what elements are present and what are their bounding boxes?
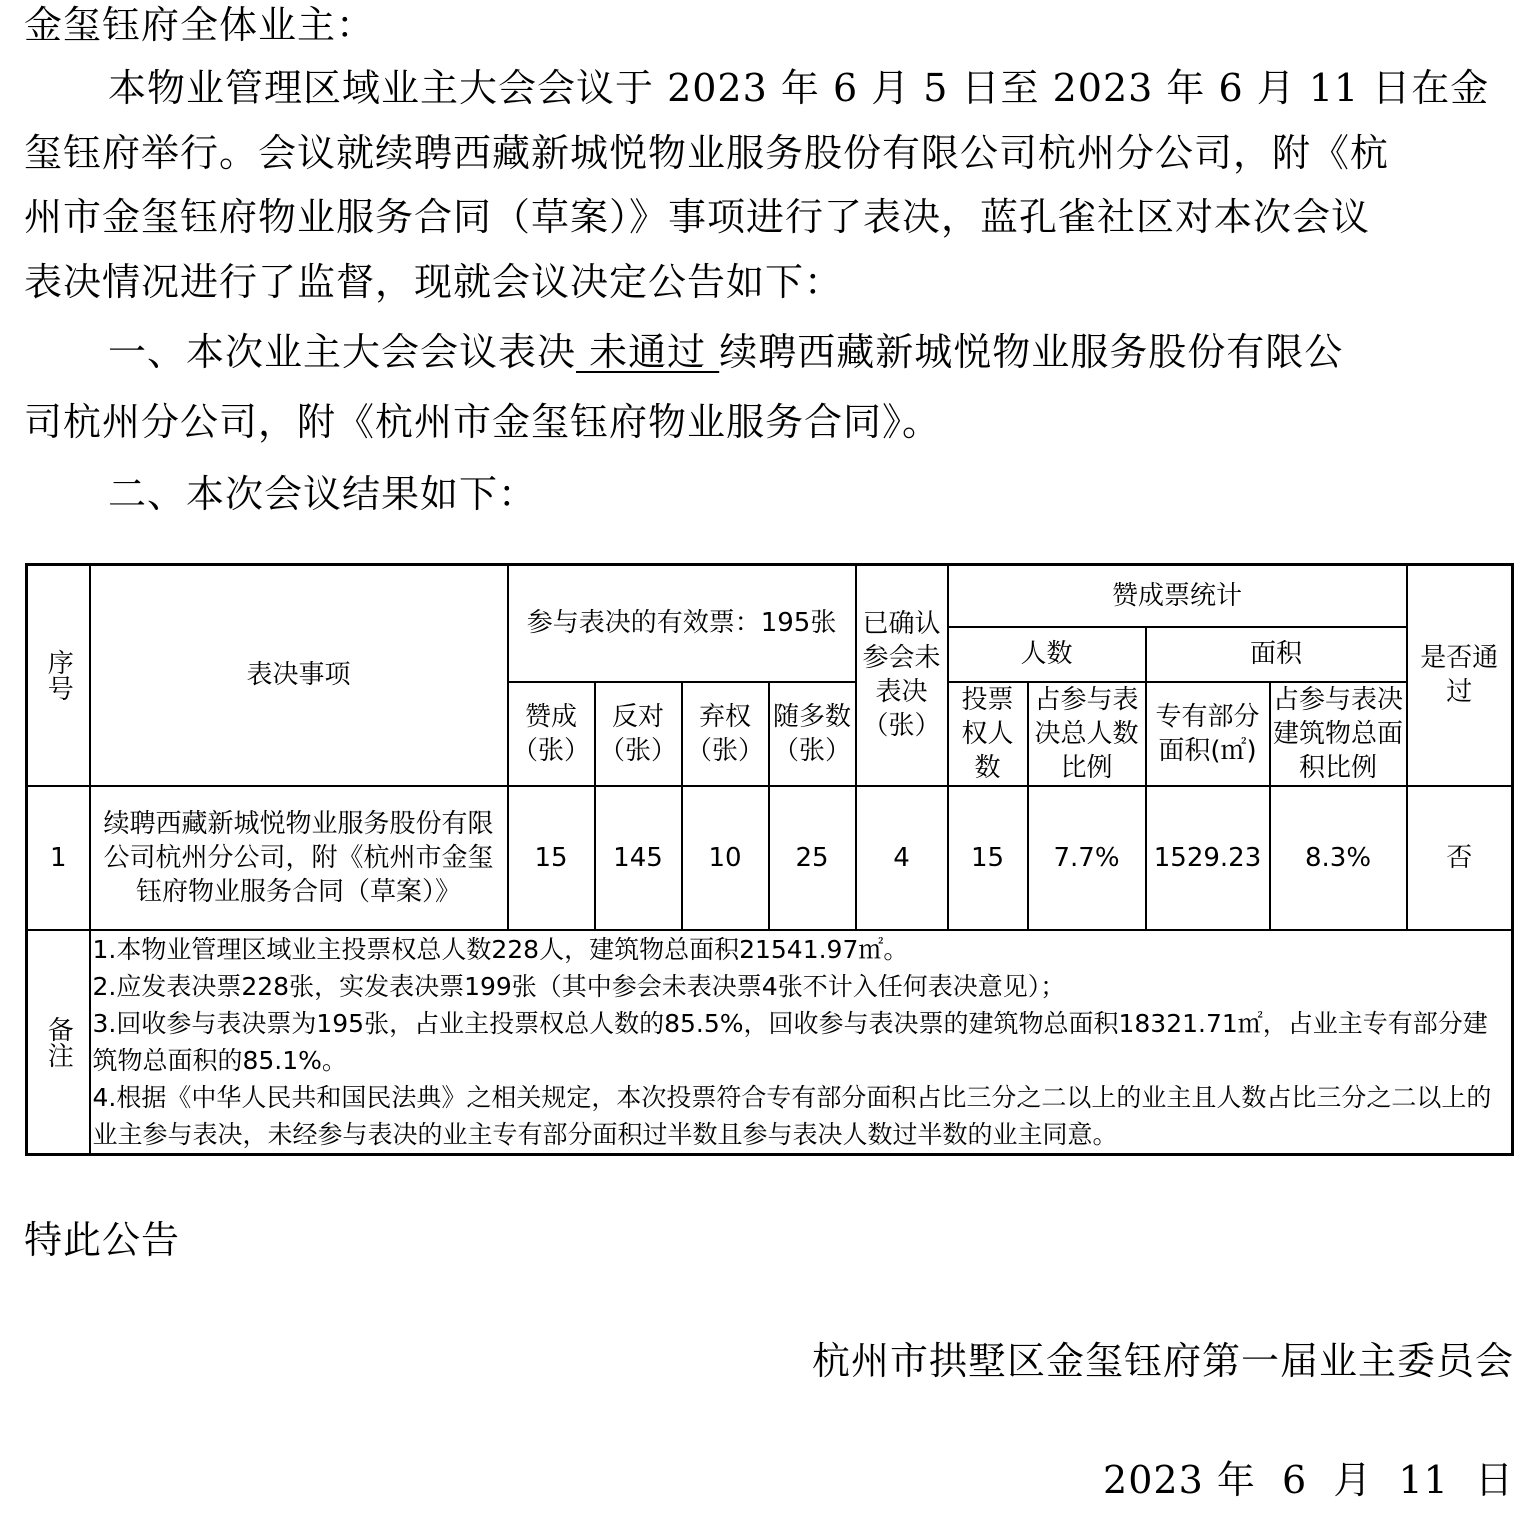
salutation: 金玺钰府全体业主： — [24, 3, 376, 47]
signatory: 杭州市拱墅区金玺钰府第一届业主委员会 — [811, 1339, 1514, 1383]
header-agree: 赞成（张） — [508, 682, 595, 786]
header-people: 人数 — [948, 627, 1146, 682]
item-2: 二、本次会议结果如下： — [108, 472, 538, 516]
note-1: 1.本物业管理区域业主投票权总人数228人，建筑物总面积21541.97㎡。 — [92, 934, 909, 964]
note-3: 3.回收参与表决票为195张，占业主投票权总人数的85.5%，回收参与表决票的建筑物总面积18321.71㎡，占业主专有部分建筑物总面积的85.1%。 — [92, 1008, 1488, 1075]
cell-agree: 15 — [508, 786, 595, 930]
cell-seq: 1 — [27, 786, 90, 930]
cell-confirmed: 4 — [856, 786, 948, 930]
cell-people-ratio: 7.7% — [1028, 786, 1146, 930]
header-voters: 投票权人数 — [948, 682, 1028, 786]
intro-line-3: 州市金玺钰府物业服务合同（草案）》事项进行了表决，蓝孔雀社区对本次会议 — [24, 195, 1371, 239]
intro-line-4: 表决情况进行了监督，现就会议决定公告如下： — [24, 260, 844, 304]
notes-cell — [90, 930, 1513, 1155]
header-area-value: 专有部分面积(㎡) — [1146, 682, 1270, 786]
cell-oppose: 145 — [595, 786, 682, 930]
header-yes-stats: 赞成票统计 — [948, 565, 1407, 627]
cell-abstain: 10 — [682, 786, 769, 930]
results-table — [25, 563, 1514, 1156]
intro-line-2: 玺钰府举行。会议就续聘西藏新城悦物业服务股份有限公司杭州分公司，附《杭 — [24, 131, 1390, 175]
cell-area: 1529.23 — [1146, 786, 1270, 930]
cell-passed: 否 — [1407, 786, 1513, 930]
header-follow: 随多数（张） — [769, 682, 856, 786]
note-4: 4.根据《中华人民共和国民法典》之相关规定，本次投票符合专有部分面积占比三分之二以上的业主且人数占比三分之二以上的业主参与表决，未经参与表决的业主专有部分面积过半数且参与表决人数过半数的业主同意。 — [92, 1082, 1492, 1149]
intro-line-1: 本物业管理区域业主大会会议于 2023 年 6 月 5 日至 2023 年 6 月 11 日在金 — [108, 66, 1490, 110]
header-passed: 是否通过 — [1407, 565, 1513, 786]
item-1-prefix: 一、本次业主大会会议表决 — [108, 330, 577, 374]
notes-row — [27, 930, 1513, 1155]
item-1 — [24, 320, 1532, 384]
table-row — [27, 786, 1513, 930]
closing-text: 特此公告 — [24, 1218, 181, 1262]
header-oppose: 反对（张） — [595, 682, 682, 786]
cell-voters: 15 — [948, 786, 1028, 930]
signature-date: 2023 年 6 月 11 日 — [1103, 1458, 1514, 1502]
header-confirmed: 已确认参会未表决（张） — [856, 565, 948, 786]
cell-area-ratio: 8.3% — [1270, 786, 1407, 930]
cell-matter: 续聘西藏新城悦物业服务股份有限公司杭州分公司，附《杭州市金玺钰府物业服务合同（草案）》 — [90, 786, 508, 930]
cell-follow: 25 — [769, 786, 856, 930]
header-abstain: 弃权（张） — [682, 682, 769, 786]
vote-result: 未通过 — [576, 330, 720, 374]
item-1-line-2: 司杭州分公司，附《杭州市金玺钰府物业服务合同》。 — [24, 400, 942, 444]
header-matter: 表决事项 — [90, 565, 508, 786]
header-valid-votes: 参与表决的有效票：195张 — [508, 565, 856, 682]
notes-label: 备注 — [27, 930, 90, 1155]
item-1-suffix: 续聘西藏新城悦物业服务股份有限公 — [719, 330, 1344, 374]
header-area: 面积 — [1146, 627, 1407, 682]
note-2: 2.应发表决票228张，实发表决票199张（其中参会未表决票4张不计入任何表决意见）； — [92, 971, 1066, 1001]
header-seq: 序号 — [27, 565, 90, 786]
header-people-ratio: 占参与表决总人数比例 — [1028, 682, 1146, 786]
header-area-ratio: 占参与表决建筑物总面积比例 — [1270, 682, 1407, 786]
